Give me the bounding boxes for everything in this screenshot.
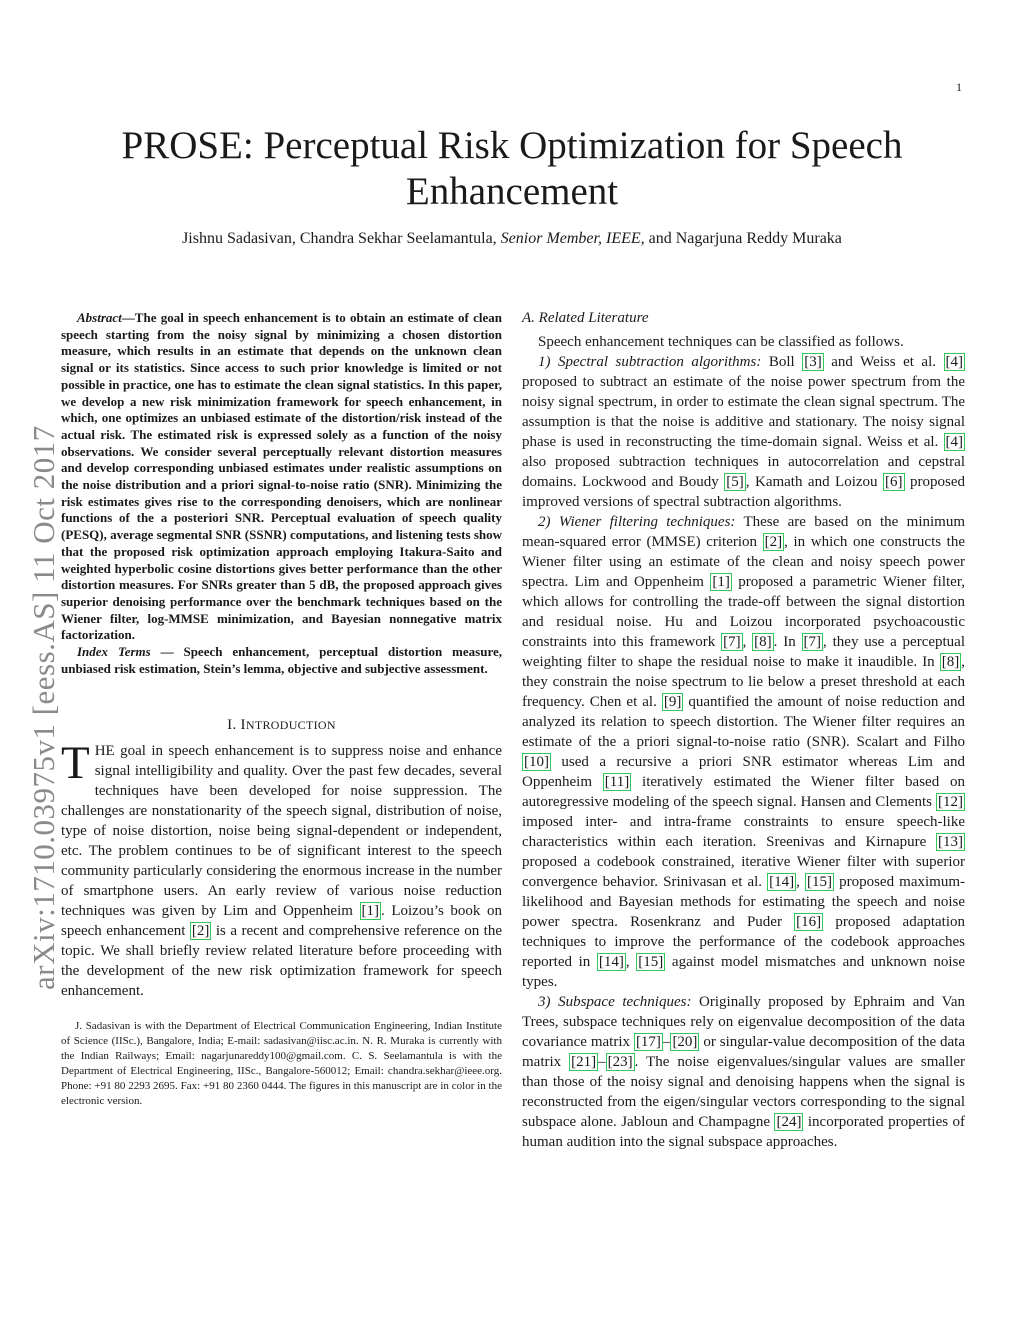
abstract-text: —The goal in speech enhancement is to obtain an estimate of clean speech starting from the noisy signal by minimizing a chosen distortion measure, which results in an estimate that depends on the unknown clean signal or its statistics. Since access to such prior knowledge is limited or not possible in practice, one has to estimate the clean signal statistics. In this paper, we develop a new risk minimization framework for speech enhancement, in which, one optimizes an unbiased estimate of the distortion/risk instead of the actual risk. The estimated risk is expressed solely as a function of the noisy observations. We consider several perceptually relevant distortion measures and develop corresponding unbiased estimates under realistic assumptions on the noise distribution and a priori signal-to-noise ratio (SNR). Minimizing the risk estimates gives rise to the corresponding denoisers, which are nonlinear functions of the a posteriori SNR. Perceptual evaluation of speech quality (PESQ), average segmental SNR (SSNR) computations, and listening tests show that the proposed risk optimization approach employing Itakura-Saito and weighted hyperbolic cosine distortions gives better performance than the other distortion measures. For SNRs greater than 5 dB, the proposed approach gives superior denoising performance over the benchmark techniques based on the Wiener filter, log-MMSE minimization, and Bayesian nonnegative matrix factorization. [61, 310, 502, 643]
paper-title: PROSE: Perceptual Risk Optimization for Speech Enhancement [121, 124, 903, 213]
abstract [61, 310, 502, 644]
author-names: Jishnu Sadasivan, Chandra Sekhar Seelamantula, [182, 230, 497, 247]
citation-link[interactable]: [12] [938, 794, 963, 810]
citation-link[interactable]: [10] [524, 754, 549, 770]
related-intro: Speech enhancement techniques can be classified as follows. [538, 334, 904, 350]
citation-link[interactable]: [23] [607, 1054, 633, 1070]
citation-link[interactable]: [1] [712, 574, 730, 590]
citation-link[interactable]: [11] [604, 774, 630, 790]
author-footnote: J. Sadasivan is with the Department of Electrical Communication Engineering, Indian Institute of Science (IISc.), Bangalore, India; E-mail: sadasivan@iisc.ac.in. N. R. Muraka is currently with the Indian Railways; Email: nagarjunareddy100@gmail.com. C. S. Seelamantula is with the Department of Electrical Engineering, IISc., Bangalore-560012; Email: chandra.sekhar@ieee.org. Phone: +91 80 2293 2695. Fax: +91 80 2360 0444. The figures in this manuscript are in color in the electronic version. [61, 1020, 502, 1108]
spectral-subtraction-paragraph: 1) Spectral subtraction algorithms: Boll [3] and Weiss et al. [4] proposed to subtract an estimate of the noise power spectrum from the noisy signal spectrum, in order to estimate the clean signal spectrum. The assumption is that the noise is additive and stationary. The noisy signal phase is used in reconstructing the time-domain signal. Weiss et al. [4] also proposed subtraction techniques in autocorrelation and cepstral domains. Lockwood and Boudy [5] , Kamath and Loizou [6] proposed improved versions of spectral subtraction algorithms. [522, 354, 965, 510]
citation-link[interactable]: [8] [941, 654, 960, 670]
citation-link[interactable]: [2] [191, 923, 210, 940]
index-terms-label: Index Terms [77, 644, 151, 660]
citation-link[interactable]: [16] [796, 914, 822, 930]
citation-link[interactable]: [6] [885, 474, 903, 490]
citation-link[interactable]: [1] [361, 903, 380, 920]
right-column [522, 310, 965, 1152]
author-role: Senior Member, IEEE [500, 230, 641, 247]
citation-link[interactable]: [5] [726, 474, 744, 490]
citation-link[interactable]: [2] [764, 534, 783, 550]
left-column [61, 310, 502, 1109]
introduction-heading: I. INTRODUCTION [227, 717, 336, 734]
citation-link[interactable]: [21] [571, 1054, 597, 1070]
citation-link[interactable]: [3] [804, 354, 822, 370]
citation-link[interactable]: [7] [803, 634, 822, 650]
index-terms [61, 644, 502, 677]
drop-cap: T [61, 737, 90, 790]
citation-link[interactable]: [14] [769, 874, 795, 890]
citation-link[interactable]: [15] [807, 874, 832, 890]
index-terms-text: — Speech enhancement, perceptual distortion measure, unbiased risk estimation, Stein’s lemma, objective and subjective assessment. [61, 644, 503, 676]
subspace-paragraph: 3) Subspace techniques: Originally proposed by Ephraim and Van Trees, subspace techniques rely on eigenvalue decomposition of the data covariance matrix [17] – [20] or singular-value decomposition of the data matrix [21] – [23] . The noise eigenvalues/singular values are smaller than those of the noisy signal and denoising happens when the signal is reconstructed from the eigen/singular vectors corresponding to the signal subspace alone. Jabloun and Champagne [24] incorporated properties of human audition into the signal subspace approaches. [522, 994, 966, 1150]
citation-link[interactable]: [14] [598, 954, 624, 970]
arxiv-watermark: arXiv:1710.03975v1 [eess.AS] 11 Oct 2017 [26, 425, 61, 990]
citation-link[interactable]: [7] [723, 634, 741, 650]
abstract-label: Abstract [77, 310, 122, 325]
citation-link[interactable]: [24] [776, 1114, 802, 1130]
citation-link[interactable]: [13] [938, 834, 963, 850]
wiener-filtering-paragraph: 2) Wiener filtering techniques: These are based on the minimum mean-squared error (MMSE) criterion [2] , in which one constructs the Wiener filter using an estimate of the clean and noisy speech power spectra. Lim and Oppenheim [1] proposed a parametric Wiener filter, which allows for controlling the trade-off between the signal distortion and residual noise. Hu and Loizou incorporated psychoacoustic constraints into this framework [7] , [8] . In [7] , they use a perceptual weighting filter to shape the residual noise to make it inaudible. In [8] , they constrain the noise spectrum to lie below a preset threshold at each frequency. Chen et al. [9] quantified the amount of noise reduction and analyzed its relation to speech distortion. The Wiener filter requires an estimate of the a priori signal-to-noise ratio (SNR). Scalart and Filho [10] used a recursive a priori SNR estimator whereas Lim and Oppenheim [11] iteratively estimated the Wiener filter based on autoregressive modeling of the speech signal. Hansen and Clements [12] imposed inter- and intra-frame constraints to ensure speech-like characteristics within each iteration. Sreenivas and Kirnapure [13] proposed a codebook constrained, iterative Wiener filter with superior convergence behavior. Srinivasan et al. [14] , [15] proposed maximum-likelihood and Bayesian methods for estimating the speech and noise power spectra. Rosenkranz and Puder [16] proposed adaptation techniques to improve the performance of the codebook approaches reported in [14] , [15] against model mismatches and unknown noise types. [522, 514, 966, 990]
citation-link[interactable]: [17] [635, 1034, 661, 1050]
author-line [92, 230, 932, 248]
introduction-paragraph: THE goal in speech enhancement is to suppress noise and enhance signal intelligibility and quality. Over the past few decades, several techniques have been developed for noise suppression. The challenges are nonstationarity of the speech signal, distribution of noise, type of noise distortion, noise being signal-dependent or independent, etc. The problem continues to be of significant interest to the speech community particularly considering the enormous increase in the number of smartphone users. An early review of various noise reduction techniques was given by Lim and Oppenheim [1] . Loizou’s book on speech enhancement [2] is a recent and comprehensive reference on the topic. We shall briefly review related literature before proceeding with the development of the new risk optimization framework for speech enhancement. [61, 737, 503, 1000]
author-names-end: , and Nagarjuna Reddy Muraka [640, 230, 842, 247]
page-number: 1 [956, 80, 962, 94]
citation-link[interactable]: [4] [945, 434, 963, 450]
citation-link[interactable]: [15] [638, 954, 664, 970]
citation-link[interactable]: [8] [754, 634, 772, 650]
related-literature-heading: A. Related Literature [522, 310, 649, 326]
citation-link[interactable]: [4] [945, 354, 964, 370]
citation-link[interactable]: [9] [663, 694, 682, 710]
citation-link[interactable]: [20] [672, 1034, 698, 1050]
